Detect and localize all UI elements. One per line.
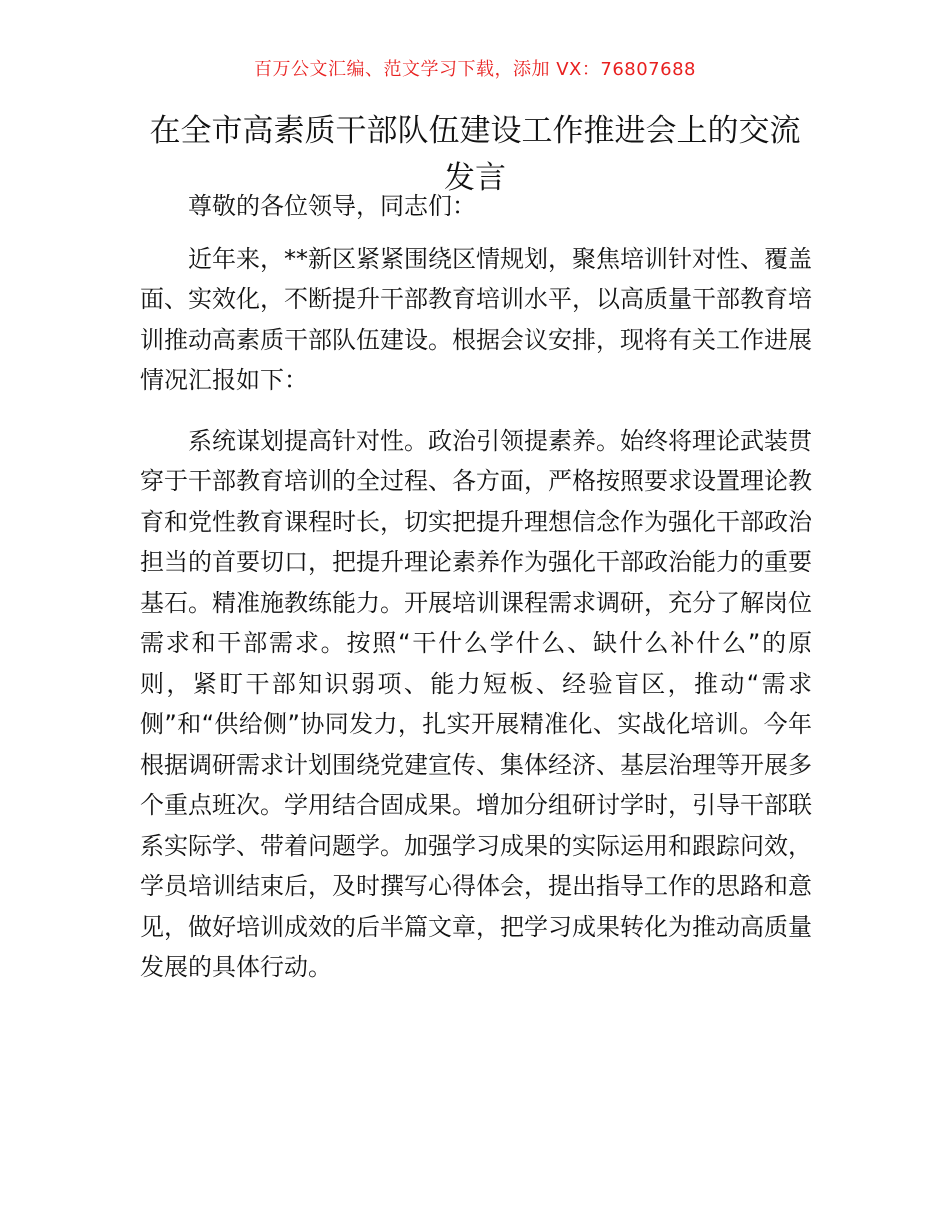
paragraph-intro: 近年来，**新区紧紧围绕区情规划，聚焦培训针对性、覆盖面、实效化，不断提升干部教育培训水平，以高质量干部教育培训推动高素质干部队伍建设。根据会议安排，现将有关工作进展情况汇报如下： [140,244,812,394]
paragraph-targeting: 系统谋划提高针对性。政治引领提素养。始终将理论武装贯穿于干部教育培训的全过程、各方面，严格按照要求设置理论教育和党性教育课程时长，切实把提升理想信念作为强化干部政治担当的首要切口，把提升理论素养作为强化干部政治能力的重要基石。精准施教练能力。开展培训课程需求调研，充分了解岗位需求和干部需求。按照“干什么学什么、缺什么补什么”的原则，紧盯干部知识弱项、能力短板、经验盲区，推动“需求侧”和“供给侧”协同发力，扎实开展精准化、实战化培训。今年根据调研需求计划围绕党建宣传、集体经济、基层治理等开展多个重点班次。学用结合固成果。增加分组研讨学时，引导干部联系实际学、带着问题学。加强学习成果的实际运用和跟踪问效，学员培训结束后，及时撰写心得体会，提出指导工作的思路和意见，做好培训成效的后半篇文章，把学习成果转化为推动高质量发展的具体行动。 [140,426,812,981]
document-body [140,186,812,1000]
greeting-line: 尊敬的各位领导，同志们： [188,192,476,220]
header-watermark-note: 百万公文汇编、范文学习下载，添加 VX：76807688 [254,59,696,80]
document-title: 在全市高素质干部队伍建设工作推进会上的交流发言 [149,113,801,196]
